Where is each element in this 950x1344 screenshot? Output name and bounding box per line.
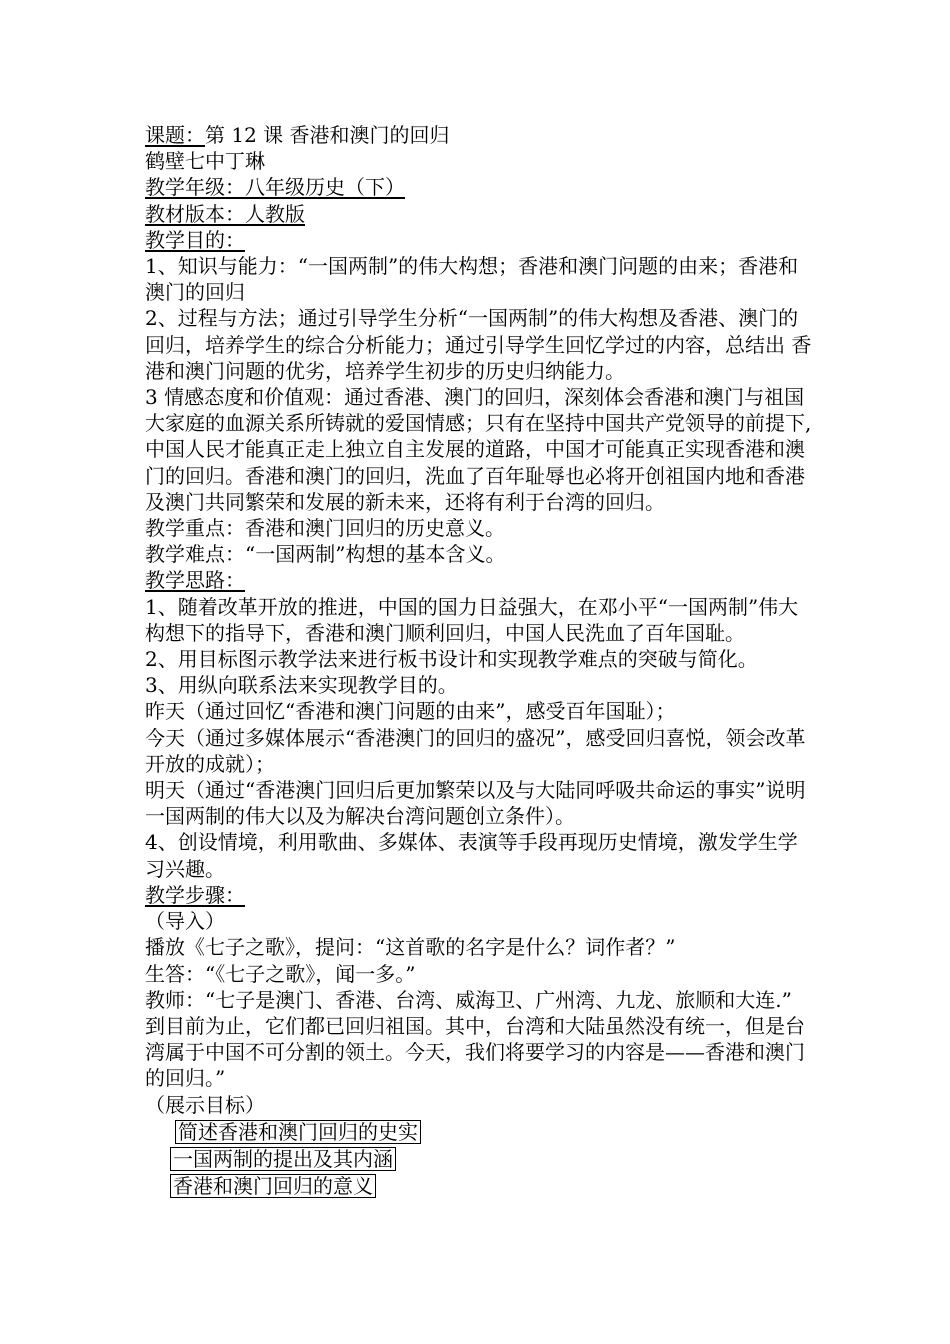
approach-item: 明天（通过“香港澳门回归后更加繁荣以及与大陆同呼吸共命运的事实”说明一国两制的伟大以及为解决台湾问题创立条件）。 (145, 778, 806, 829)
author: 鹤壁七中丁琳 (145, 149, 265, 174)
goal-row (175, 1118, 815, 1145)
grade-line (145, 174, 815, 200)
topic-label: 课题： (145, 123, 205, 147)
approach-heading: 教学思路： (145, 568, 245, 593)
approach-item: 1、随着改革开放的推进，中国的国力日益强大，在邓小平“一国两制”伟大构想下的指导下，香港和澳门顺利回归，中国人民洗血了百年国耻。 (145, 594, 799, 645)
step-paragraph: 教师：“七子是澳门、香港、台湾、威海卫、广州湾、九龙、旅顺和大连.” (145, 987, 792, 1012)
goal-box: 香港和澳门回归的意义 (170, 1174, 376, 1198)
step-paragraph: 播放《七子之歌》，提问：“这首歌的名字是什么？词作者？” (145, 935, 676, 960)
approach-item: 今天（通过多媒体展示“香港澳门的回归的盛况”，感受回归喜悦，领会改革开放的成就）； (145, 725, 806, 776)
grade-label: 教学年级： (145, 175, 245, 200)
objective-item: 1、知识与能力：“一国两制”的伟大构想；香港和澳门问题的由来；香港和澳门的回归 (145, 254, 799, 305)
objective-item: 2、过程与方法；通过引导学生分析“一国两制”的伟大构想及香港、澳门的回归，培养学生的综合分析能力；通过引导学生回忆学过的内容，总结出 香港和澳门问题的优劣，培养学生初步的历史归纳能力。 (145, 306, 812, 383)
approach-item: 3、用纵向联系法来实现教学目的。 (145, 673, 458, 698)
key-point: 教学重点：香港和澳门回归的历史意义。 (145, 516, 505, 541)
goal-box: 一国两制的提出及其内涵 (170, 1147, 396, 1171)
approach-item: 2、用目标图示教学法来进行板书设计和实现教学难点的突破与简化。 (145, 647, 758, 672)
objectives-heading: 教学目的： (145, 227, 245, 252)
show-goals-label: （展示目标） (145, 1092, 265, 1117)
approach-item: 4、创设情境，利用歌曲、多媒体、表演等手段再现历史情境，激发学生学习兴趣。 (145, 830, 798, 881)
difficulty: 教学难点：“一国两制”构想的基本含义。 (145, 542, 506, 567)
steps-heading: 教学步骤： (145, 882, 245, 907)
grade-value: 八年级历史（下） (245, 175, 405, 200)
goal-box: 简述香港和澳门回归的史实 (175, 1120, 421, 1144)
goal-row (170, 1145, 815, 1172)
step-paragraph: 到目前为止，它们都已回归祖国。其中，台湾和大陆虽然没有统一，但是台湾属于中国不可分割的领土。今天，我们将要学习的内容是——香港和澳门的回归。” (145, 1013, 805, 1091)
edition-label: 教材版本： (145, 201, 245, 226)
edition-line (145, 201, 815, 227)
edition-value: 人教版 (245, 201, 305, 226)
step-paragraph: 生答：“《七子之歌》，闻一多。” (145, 961, 416, 986)
topic-value: 第 12 课 香港和澳门的回归 (205, 123, 450, 147)
lesson-plan-document (145, 122, 815, 1199)
topic-line (145, 122, 815, 148)
goal-row (170, 1172, 815, 1199)
approach-item: 昨天（通过回忆“香港和澳门问题的由来”，感受百年国耻）； (145, 699, 676, 724)
lead-in-label: （导入） (145, 909, 225, 934)
objective-item: 3 情感态度和价值观：通过香港、澳门的回归，深刻体会香港和澳门与祖国大家庭的血源关系所铸就的爱国情感；只有在坚持中国共产党领导的前提下,中国人民才能真正走上独立自主发展的道路，中国才可能真正实现香港和澳门的回归。香港和澳门的回归，洗血了百年耻辱也必将开创祖国内地和香港及澳门共同繁荣和发展的新未来，还将有利于台湾的回归。 (145, 385, 812, 514)
